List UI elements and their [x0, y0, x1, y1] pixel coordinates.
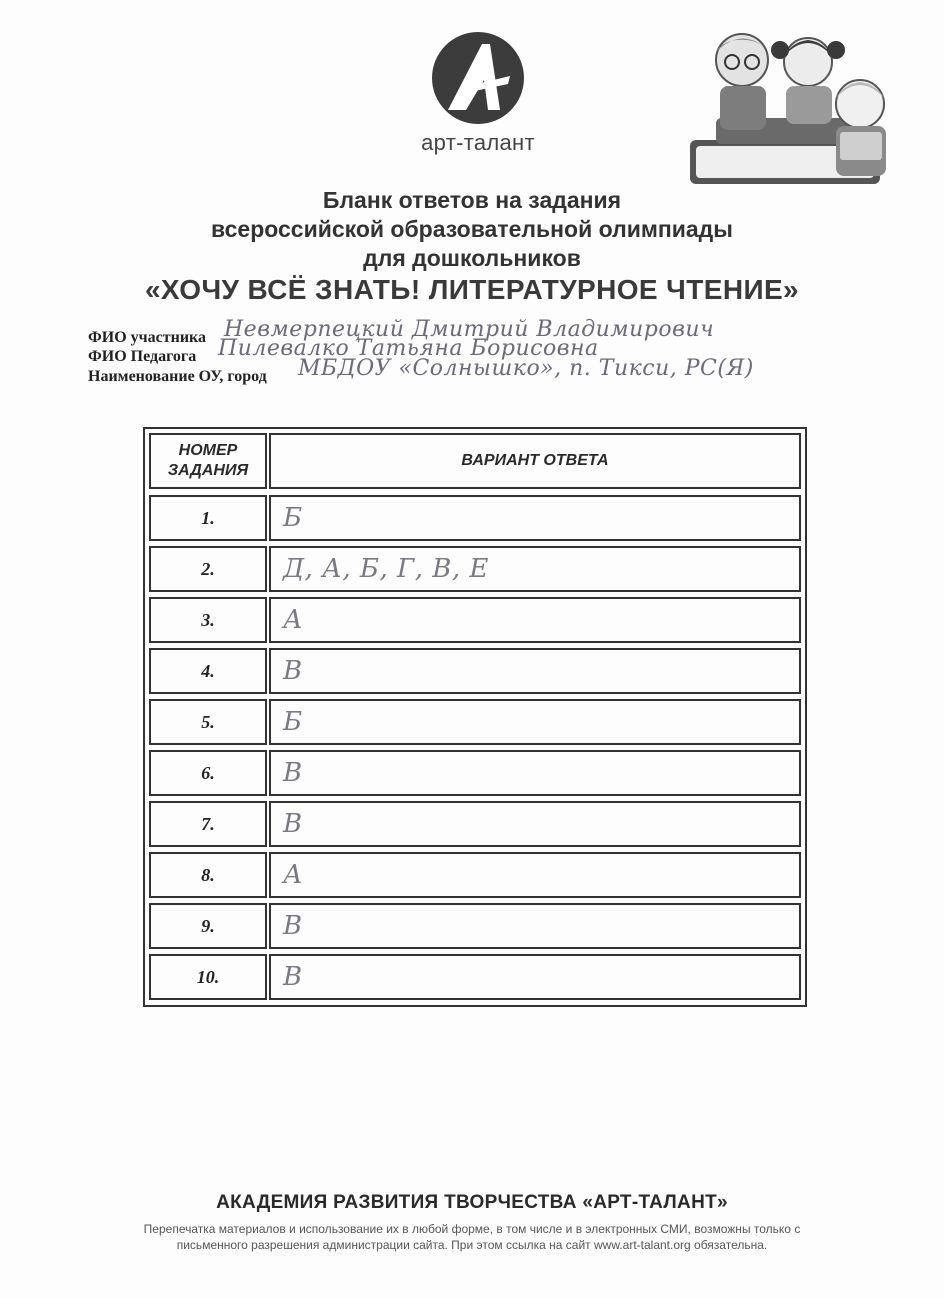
header-task-number-line1: НОМЕР — [178, 442, 238, 459]
table-row — [149, 699, 801, 745]
school-name: МБДОУ «Солнышко», п. Тикси, РС(Я) — [298, 356, 754, 381]
table-row — [149, 648, 801, 694]
answer-table — [143, 427, 807, 1007]
task-number: 6. — [149, 750, 267, 796]
answer-text: В — [283, 962, 303, 992]
kids-reading-illustration — [676, 22, 908, 212]
table-row — [149, 546, 801, 592]
table-row — [149, 954, 801, 1000]
answer-cell — [269, 954, 801, 1000]
task-number: 3. — [149, 597, 267, 643]
form-title-line3: для дошкольников — [363, 245, 581, 271]
table-row — [149, 495, 801, 541]
answer-text: Б — [283, 503, 303, 533]
answer-text: В — [283, 656, 303, 686]
table-row — [149, 597, 801, 643]
answer-text: Д, А, Б, Г, В, Е — [283, 554, 489, 584]
academy-name: АКАДЕМИЯ РАЗВИТИЯ ТВОРЧЕСТВА «АРТ-ТАЛАНТ» — [216, 1192, 728, 1213]
copyright-notice-line1: Перепечатка материалов и использование их в любой форме, в том числе и в электронных СМИ, возможны только с — [143, 1222, 801, 1236]
header-answer-variant: ВАРИАНТ ОТВЕТА — [269, 433, 801, 489]
task-number: 9. — [149, 903, 267, 949]
teacher-name: Пилевалко Татьяна Борисовна — [218, 336, 599, 361]
header-task-number — [149, 433, 267, 489]
answer-text: В — [283, 911, 303, 941]
answer-cell — [269, 903, 801, 949]
answer-cell — [269, 495, 801, 541]
logo-a-icon — [430, 30, 526, 126]
answer-text: Б — [283, 707, 303, 737]
answer-cell — [269, 852, 801, 898]
brand-name: арт-талант — [421, 130, 535, 155]
task-number: 2. — [149, 546, 267, 592]
answer-text: В — [283, 758, 303, 788]
task-number: 4. — [149, 648, 267, 694]
answer-cell — [269, 801, 801, 847]
teacher-label: ФИО Педагога — [88, 348, 197, 365]
form-title-line2: всероссийской образовательной олимпиады — [211, 216, 733, 242]
copyright-notice — [0, 1221, 944, 1253]
art-talant-logo — [418, 30, 538, 170]
answer-text: А — [283, 605, 304, 635]
answer-text: В — [283, 809, 303, 839]
task-number: 10. — [149, 954, 267, 1000]
school-label: Наименование ОУ, город — [88, 368, 267, 385]
task-number: 1. — [149, 495, 267, 541]
participant-row — [88, 317, 715, 347]
copyright-notice-line2: письменного разрешения администрации сайта. При этом ссылка на сайт www.art-talant.org обязательна. — [176, 1238, 768, 1252]
form-title-line1: Бланк ответов на задания — [322, 187, 622, 213]
table-row — [149, 903, 801, 949]
olympiad-name: «ХОЧУ ВСЁ ЗНАТЬ! ЛИТЕРАТУРНОЕ ЧТЕНИЕ» — [144, 274, 800, 305]
table-row — [149, 750, 801, 796]
task-number: 7. — [149, 801, 267, 847]
participant-name: Невмерпецкий Дмитрий Владимирович — [224, 317, 715, 342]
answer-cell — [269, 546, 801, 592]
answer-text: А — [283, 860, 304, 890]
table-row — [149, 852, 801, 898]
answer-cell — [269, 648, 801, 694]
table-header — [149, 433, 801, 489]
answer-cell — [269, 699, 801, 745]
participant-label: ФИО участника — [88, 329, 207, 346]
task-number: 5. — [149, 699, 267, 745]
answer-cell — [269, 597, 801, 643]
task-number: 8. — [149, 852, 267, 898]
table-row — [149, 801, 801, 847]
answer-cell — [269, 750, 801, 796]
header-task-number-line2: ЗАДАНИЯ — [167, 462, 249, 479]
